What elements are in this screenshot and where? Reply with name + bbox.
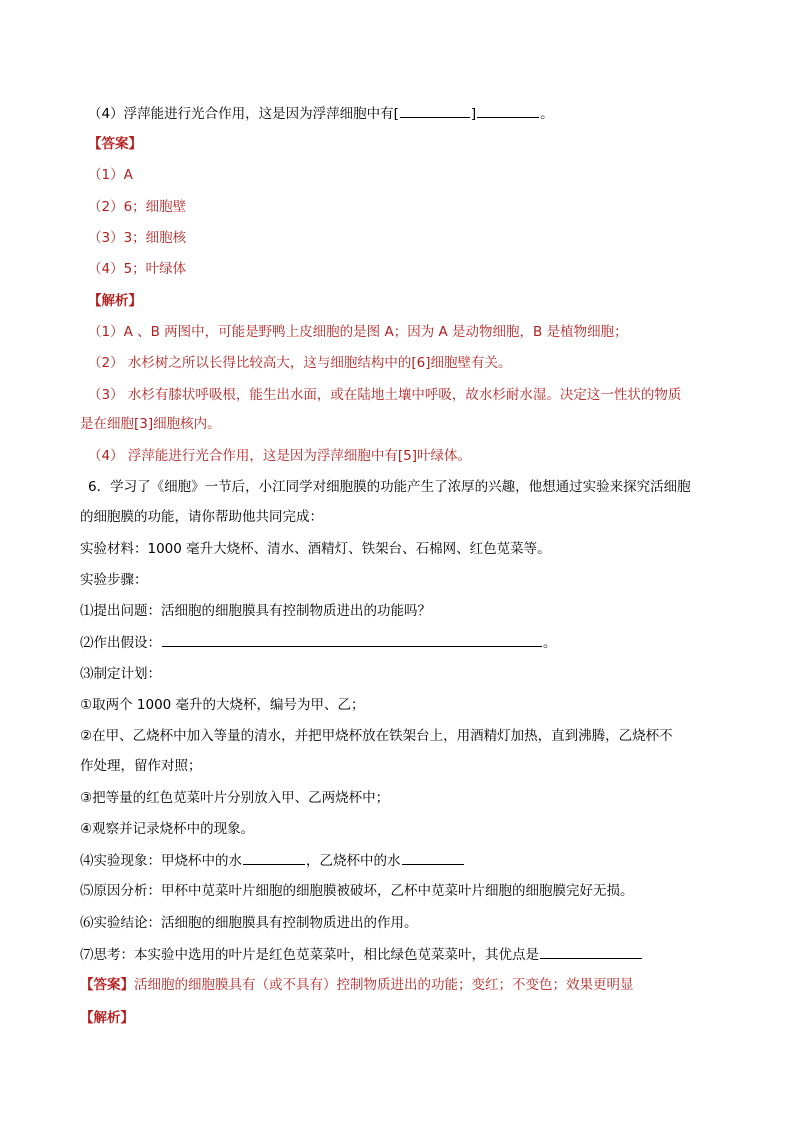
analysis-line: （4） 浮萍能进行光合作用，这是因为浮萍细胞中有[5]叶绿体。 [88, 448, 472, 464]
analysis-line: （3） 水杉有膝状呼吸根，能生出水面，或在陆地土壤中呼吸，故水杉耐水湿。决定这一性状的物质 [88, 387, 682, 403]
answer-label: 【答案】 [80, 977, 134, 993]
analysis-line: （2） 水杉树之所以长得比较高大，这与细胞结构中的[6]细胞壁有关。 [88, 355, 512, 371]
q6-plan-4: ④观察并记录烧杯中的现象。 [80, 821, 255, 837]
answer-blank [400, 104, 470, 118]
q6-intro-cont: 的细胞膜的功能，请你帮助他共同完成： [80, 509, 323, 525]
q6-plan-2: ②在甲、乙烧杯中加入等量的清水，并把甲烧杯放在铁架台上，用酒精灯加热，直到沸腾，乙烧杯不 [80, 728, 673, 744]
analysis-label: 【解析】 [80, 1010, 134, 1026]
q5-part4-question [88, 104, 554, 123]
step-4-text: ⑷实验现象：甲烧杯中的水 [80, 853, 242, 869]
answer-blank [402, 851, 464, 865]
q6-plan-2-cont: 作处理，留作对照； [80, 758, 202, 774]
q6-step-3: ⑶制定计划： [80, 666, 161, 682]
q6-plan-1: ①取两个 1000 毫升的大烧杯，编号为甲、乙； [80, 697, 365, 713]
step-4-text-b: ，乙烧杯中的水 [306, 853, 401, 869]
q6-step-2 [80, 633, 557, 652]
bracket-close: ] [470, 106, 477, 122]
q6-step-4 [80, 851, 465, 870]
q6-step-5: ⑸原因分析：甲杯中苋菜叶片细胞的细胞膜被破坏，乙杯中苋菜叶片细胞的细胞膜完好无损。 [80, 883, 634, 899]
answer-blank [162, 633, 542, 647]
q5-part4-text: （4）浮萍能进行光合作用，这是因为浮萍细胞中有[ [88, 106, 399, 122]
q6-step-1: ⑴提出问题：活细胞的细胞膜具有控制物质进出的功能吗？ [80, 603, 431, 619]
q6-intro: 6．学习了《细胞》一节后，小江同学对细胞膜的功能产生了浓厚的兴趣，他想通过实验来探究活细胞 [88, 479, 691, 495]
step-2-text: ⑵作出假设： [80, 635, 161, 651]
answer-blank [243, 851, 305, 865]
answer-blank [540, 945, 642, 959]
step-7-text: ⑺思考：本实验中选用的叶片是红色苋菜菜叶，相比绿色苋菜菜叶，其优点是 [80, 947, 539, 963]
period: 。 [543, 635, 557, 651]
answer-line: （4）5；叶绿体 [88, 261, 187, 277]
q6-step-7 [80, 945, 643, 964]
q6-steps-label: 实验步骤： [80, 572, 148, 588]
answer-blank [477, 104, 539, 118]
answer-line: （1）A [88, 167, 133, 183]
q6-step-6: ⑹实验结论：活细胞的细胞膜具有控制物质进出的作用。 [80, 915, 418, 931]
analysis-line: （1）A 、B 两图中，可能是野鸭上皮细胞的是图 A；因为 A 是动物细胞，B 是植物细胞； [88, 324, 628, 340]
q6-answer [80, 976, 634, 994]
analysis-line: 是在细胞[3]细胞核内。 [80, 416, 221, 432]
analysis-label: 【解析】 [88, 293, 142, 309]
answer-label: 【答案】 [88, 136, 142, 152]
q6-plan-3: ③把等量的红色苋菜叶片分别放入甲、乙两烧杯中； [80, 790, 390, 806]
answer-line: （3）3；细胞核 [88, 230, 187, 246]
q6-materials: 实验材料：1000 毫升大烧杯、清水、酒精灯、铁架台、石棉网、红色苋菜等。 [80, 541, 551, 557]
period: 。 [540, 106, 554, 122]
answer-text: 活细胞的细胞膜具有（或不具有）控制物质进出的功能；变红；不变色；效果更明显 [134, 977, 634, 993]
answer-line: （2）6；细胞壁 [88, 199, 187, 215]
